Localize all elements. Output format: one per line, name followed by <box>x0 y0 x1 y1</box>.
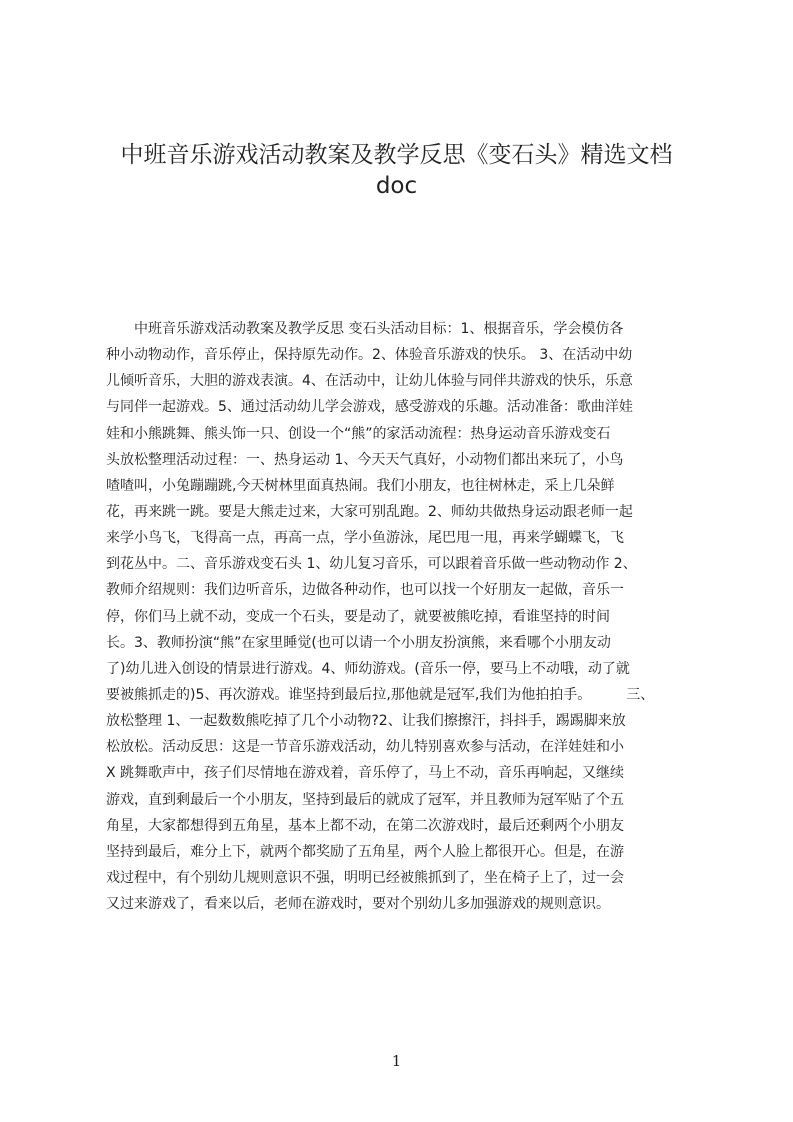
document-title-line-1: 中班音乐游戏活动教案及教学反思《变石头》精选文档 <box>120 142 673 168</box>
document-title <box>90 140 703 202</box>
body-line: 到花丛中。二、音乐游戏变石头 1、幼儿复习音乐，可以跟着音乐做一些动物动作 2、 <box>106 556 637 573</box>
body-line: 又过来游戏了，看来以后，老师在游戏时，要对个别幼儿多加强游戏的规则意识。 <box>106 896 610 913</box>
body-line: 戏过程中，有个别幼儿规则意识不强，明明已经被熊抓到了，坐在椅子上了，过一会 <box>106 869 624 886</box>
body-line: 放松整理 1、一起数数熊吃掉了几个小动物?2、让我们擦擦汗，抖抖手，踢踢脚来放 <box>106 713 626 730</box>
body-line: 角星，大家都想得到五角星，基本上都不动，在第二次游戏时，最后还剩两个小朋友 <box>106 817 624 834</box>
body-line: 要被熊抓走的)5、再次游戏。谁坚持到最后拉,那他就是冠军,我们为他拍拍手。 三、 <box>106 686 655 703</box>
body-line: 儿倾听音乐，大胆的游戏表演。4、在活动中，让幼儿体验与同伴共游戏的快乐，乐意 <box>106 373 633 390</box>
body-line: 花，再来跳一跳。要是大熊走过来，大家可别乱跑。2、师幼共做热身运动跟老师一起 <box>106 503 633 520</box>
body-line: 喳喳叫，小兔蹦蹦跳,今天树林里面真热闹。我们小朋友，也往树林走，采上几朵鲜 <box>106 477 615 494</box>
body-line: 坚持到最后，难分上下，就两个都奖励了五角星，两个人脸上都很开心。但是，在游 <box>106 843 624 860</box>
body-line: 头放松整理活动过程：一、热身运动 1、今天天气真好，小动物们都出来玩了，小鸟 <box>106 451 624 468</box>
body-line: 停，你们马上就不动，变成一个石头，要是动了，就要被熊吃掉，看谁坚持的时间 <box>106 608 610 625</box>
body-line: 松放松。活动反思：这是一节音乐游戏活动，幼儿特别喜欢参与活动，在洋娃娃和小 <box>106 739 624 756</box>
body-line: X 跳舞歌声中，孩子们尽情地在游戏着，音乐停了，马上不动，音乐再响起，又继续 <box>106 765 625 782</box>
body-line: 中班音乐游戏活动教案及教学反思 变石头活动目标：1、根据音乐，学会模仿各 <box>106 321 624 337</box>
page-number: 1 <box>391 1052 402 1070</box>
body-line: 了)幼儿进入创设的情景进行游戏。4、师幼游戏。(音乐一停，要马上不动哦，动了就 <box>106 660 630 677</box>
body-line: 长。3、教师扮演“熊”在家里睡觉(也可以请一个小朋友扮演熊，来看哪个小朋友动 <box>106 634 611 651</box>
body-line: 娃和小熊跳舞、熊头饰一只、创设一个“熊”的家活动流程：热身运动音乐游戏变石 <box>106 425 611 442</box>
body-line: 种小动物动作，音乐停止，保持原先动作。2、体验音乐游戏的快乐。 3、在活动中幼 <box>106 347 633 364</box>
document-body <box>106 316 698 917</box>
body-line: 教师介绍规则：我们边听音乐，边做各种动作，也可以找一个好朋友一起做，音乐一 <box>106 582 624 599</box>
body-line: 游戏，直到剩最后一个小朋友，坚持到最后的就成了冠军，并且教师为冠军贴了个五 <box>106 791 624 808</box>
body-line: 与同伴一起游戏。5、通过活动幼儿学会游戏，感受游戏的乐趣。活动准备：歌曲洋娃 <box>106 399 633 416</box>
body-line: 来学小鸟飞，飞得高一点，再高一点，学小鱼游泳，尾巴甩一甩，再来学蝴蝶飞，飞 <box>106 530 624 547</box>
document-title-line-2: doc <box>375 173 418 199</box>
